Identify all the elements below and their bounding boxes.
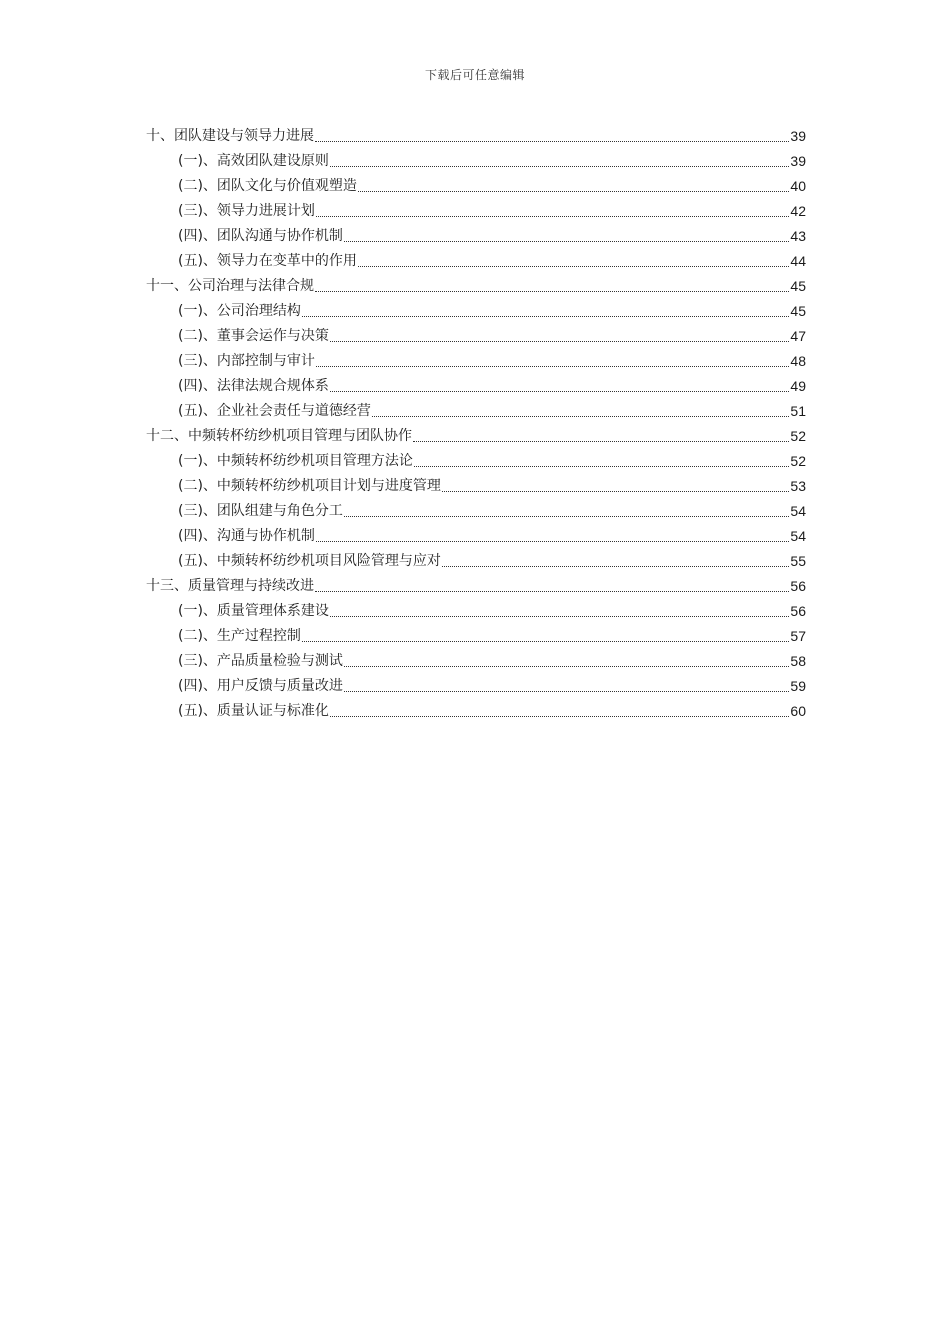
toc-section-entry[interactable]	[146, 399, 806, 424]
toc-entry-title: 十一、公司治理与法律合规	[146, 278, 314, 294]
toc-entry-title: 十三、质量管理与持续改进	[146, 578, 314, 594]
toc-section-entry[interactable]	[146, 649, 806, 674]
toc-entry-title: (五)、领导力在变革中的作用	[178, 253, 357, 269]
toc-dot-leader	[344, 691, 789, 692]
toc-dot-leader	[414, 466, 789, 467]
toc-entry-title: (一)、中频转杯纺纱机项目管理方法论	[178, 453, 413, 469]
toc-page-number: 54	[790, 503, 806, 519]
toc-chapter-entry[interactable]	[146, 424, 806, 449]
toc-entry-title: (一)、公司治理结构	[178, 303, 301, 319]
toc-page-number: 58	[790, 653, 806, 669]
toc-dot-leader	[330, 616, 789, 617]
toc-section-entry[interactable]	[146, 474, 806, 499]
toc-dot-leader	[315, 141, 789, 142]
toc-page-number: 49	[790, 378, 806, 394]
toc-page-number: 55	[790, 553, 806, 569]
toc-chapter-entry[interactable]	[146, 124, 806, 149]
toc-section-entry[interactable]	[146, 324, 806, 349]
toc-dot-leader	[358, 266, 789, 267]
toc-page-number: 59	[790, 678, 806, 694]
toc-entry-title: (二)、团队文化与价值观塑造	[178, 178, 357, 194]
toc-dot-leader	[330, 716, 789, 717]
toc-page-number: 44	[790, 253, 806, 269]
toc-entry-title: (四)、团队沟通与协作机制	[178, 228, 343, 244]
toc-entry-title: (四)、法律法规合规体系	[178, 378, 329, 394]
toc-page-number: 43	[790, 228, 806, 244]
toc-entry-title: (三)、内部控制与审计	[178, 353, 315, 369]
toc-section-entry[interactable]	[146, 349, 806, 374]
toc-dot-leader	[442, 566, 789, 567]
toc-section-entry[interactable]	[146, 199, 806, 224]
toc-page-number: 45	[790, 303, 806, 319]
toc-dot-leader	[372, 416, 789, 417]
toc-page-number: 60	[790, 703, 806, 719]
table-of-contents	[146, 124, 806, 724]
toc-section-entry[interactable]	[146, 374, 806, 399]
toc-section-entry[interactable]	[146, 524, 806, 549]
toc-section-entry[interactable]	[146, 599, 806, 624]
toc-dot-leader	[330, 166, 789, 167]
toc-section-entry[interactable]	[146, 549, 806, 574]
page-header: 下载后可任意编辑	[424, 68, 525, 82]
toc-section-entry[interactable]	[146, 499, 806, 524]
toc-entry-title: (五)、企业社会责任与道德经营	[178, 403, 371, 419]
toc-dot-leader	[302, 641, 789, 642]
toc-entry-title: (五)、质量认证与标准化	[178, 703, 329, 719]
toc-page-number: 52	[790, 453, 806, 469]
toc-section-entry[interactable]	[146, 674, 806, 699]
toc-dot-leader	[315, 591, 789, 592]
toc-dot-leader	[302, 316, 789, 317]
toc-entry-title: (一)、质量管理体系建设	[178, 603, 329, 619]
toc-entry-title: (五)、中频转杯纺纱机项目风险管理与应对	[178, 553, 441, 569]
toc-dot-leader	[330, 341, 789, 342]
toc-page-number: 53	[790, 478, 806, 494]
toc-page-number: 39	[790, 128, 806, 144]
toc-section-entry[interactable]	[146, 174, 806, 199]
toc-chapter-entry[interactable]	[146, 574, 806, 599]
toc-page-number: 56	[790, 603, 806, 619]
toc-section-entry[interactable]	[146, 299, 806, 324]
toc-page-number: 45	[790, 278, 806, 294]
toc-dot-leader	[315, 291, 789, 292]
toc-dot-leader	[413, 441, 789, 442]
toc-dot-leader	[316, 216, 789, 217]
toc-section-entry[interactable]	[146, 624, 806, 649]
toc-page-number: 40	[790, 178, 806, 194]
toc-section-entry[interactable]	[146, 149, 806, 174]
toc-entry-title: (三)、产品质量检验与测试	[178, 653, 343, 669]
toc-entry-title: (三)、团队组建与角色分工	[178, 503, 343, 519]
toc-entry-title: (四)、沟通与协作机制	[178, 528, 315, 544]
toc-page-number: 52	[790, 428, 806, 444]
toc-page-number: 54	[790, 528, 806, 544]
toc-dot-leader	[344, 241, 789, 242]
toc-dot-leader	[358, 191, 789, 192]
toc-page-number: 42	[790, 203, 806, 219]
toc-page-number: 57	[790, 628, 806, 644]
toc-dot-leader	[442, 491, 789, 492]
toc-dot-leader	[330, 391, 789, 392]
toc-section-entry[interactable]	[146, 449, 806, 474]
toc-entry-title: (二)、生产过程控制	[178, 628, 301, 644]
toc-dot-leader	[344, 516, 789, 517]
toc-entry-title: 十二、中频转杯纺纱机项目管理与团队协作	[146, 428, 412, 444]
toc-page-number: 48	[790, 353, 806, 369]
toc-entry-title: (二)、中频转杯纺纱机项目计划与进度管理	[178, 478, 441, 494]
toc-section-entry[interactable]	[146, 249, 806, 274]
toc-page-number: 51	[790, 403, 806, 419]
toc-page-number: 56	[790, 578, 806, 594]
toc-entry-title: (二)、董事会运作与决策	[178, 328, 329, 344]
toc-section-entry[interactable]	[146, 699, 806, 724]
toc-entry-title: (一)、高效团队建设原则	[178, 153, 329, 169]
toc-entry-title: (三)、领导力进展计划	[178, 203, 315, 219]
toc-chapter-entry[interactable]	[146, 274, 806, 299]
toc-section-entry[interactable]	[146, 224, 806, 249]
toc-dot-leader	[344, 666, 789, 667]
toc-dot-leader	[316, 366, 789, 367]
toc-page-number: 39	[790, 153, 806, 169]
toc-entry-title: (四)、用户反馈与质量改进	[178, 678, 343, 694]
toc-page-number: 47	[790, 328, 806, 344]
toc-dot-leader	[316, 541, 789, 542]
toc-entry-title: 十、团队建设与领导力进展	[146, 128, 314, 144]
